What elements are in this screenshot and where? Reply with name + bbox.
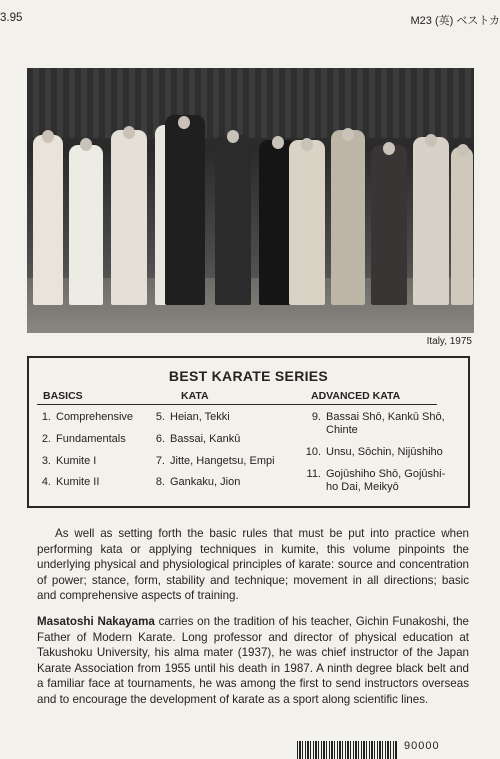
- photo-head: [457, 144, 469, 157]
- photo-caption: Italy, 1975: [426, 336, 472, 347]
- series-item: 3. Kumite I: [41, 455, 97, 467]
- photo-figure: [371, 145, 407, 305]
- series-item: 6. Bassai, Kankū: [155, 433, 241, 445]
- photo-figure: [289, 140, 325, 305]
- barcode-number: 90000: [404, 740, 440, 752]
- series-box: [27, 356, 470, 508]
- photo-figure: [165, 115, 205, 305]
- series-item: 9. Bassai Shō, Kankū Shō,: [311, 411, 445, 423]
- series-item: 2. Fundamentals: [41, 433, 126, 445]
- series-item: 1. Comprehensive: [41, 411, 134, 423]
- photo-head: [383, 142, 395, 155]
- series-item: 8. Gankaku, Jion: [155, 476, 241, 488]
- group-photo: [27, 68, 474, 333]
- photo-wall: [27, 68, 474, 138]
- series-item-continued: ho Dai, Meikyō: [326, 481, 399, 493]
- photo-head: [301, 138, 313, 151]
- series-item: 5. Heian, Tekki: [155, 411, 230, 423]
- photo-figure: [331, 130, 365, 305]
- catalog-code: M23 (英) ベストカ: [410, 15, 500, 27]
- photo-head: [272, 136, 284, 149]
- photo-figure: [111, 130, 147, 305]
- photo-head: [80, 138, 92, 151]
- photo-head: [425, 134, 437, 147]
- photo-head: [178, 116, 190, 129]
- photo-figure: [33, 135, 63, 305]
- basics-heading: BASICS: [43, 390, 83, 402]
- description-paragraph: As well as setting forth the basic rules that must be put into practice when performing kata or applying techniques in kumite, this volume pinpoints the underlying physical and physiological principles of karate: source and concentration of power; stance, form, stability and technique; movement in all directions; basic and comprehensive aspects of training.: [37, 527, 469, 602]
- barcode: [297, 741, 397, 759]
- price-label: 3.95: [0, 12, 23, 24]
- advanced-heading: ADVANCED KATA: [311, 390, 401, 402]
- author-name: Masatoshi Nakayama: [37, 615, 155, 628]
- photo-head: [42, 130, 54, 143]
- photo-head: [123, 126, 135, 139]
- photo-figure: [451, 147, 473, 305]
- series-item: 4. Kumite II: [41, 476, 100, 488]
- series-item: 11. Gojūshiho Shō, Gojūshi-: [306, 468, 446, 480]
- series-item: 10. Unsu, Sōchin, Nijūshiho: [305, 446, 443, 458]
- photo-figure: [69, 145, 103, 305]
- series-title: BEST KARATE SERIES: [168, 368, 329, 384]
- heading-rule: [37, 404, 437, 405]
- photo-head: [342, 128, 354, 141]
- photo-figure: [413, 137, 449, 305]
- series-item: 7. Jitte, Hangetsu, Empi: [155, 455, 275, 467]
- kata-heading: KATA: [181, 390, 209, 402]
- photo-head: [227, 130, 239, 143]
- series-item-continued: Chinte: [326, 424, 358, 436]
- author-paragraph: Masatoshi Nakayama carries on the tradition of his teacher, Gichin Funakoshi, the Father of Modern Karate. Long professor and director of physical education at Takushoku University, his alma mater (1937), he was chief instructor of the Japan Karate Association from 1955 until his death in 1987. A ninth degree black belt and a familiar face at tournaments, he was among the first to send instructors overseas and to encourage the development of karate as a sport along scientific lines.: [37, 615, 469, 706]
- photo-figure: [215, 135, 251, 305]
